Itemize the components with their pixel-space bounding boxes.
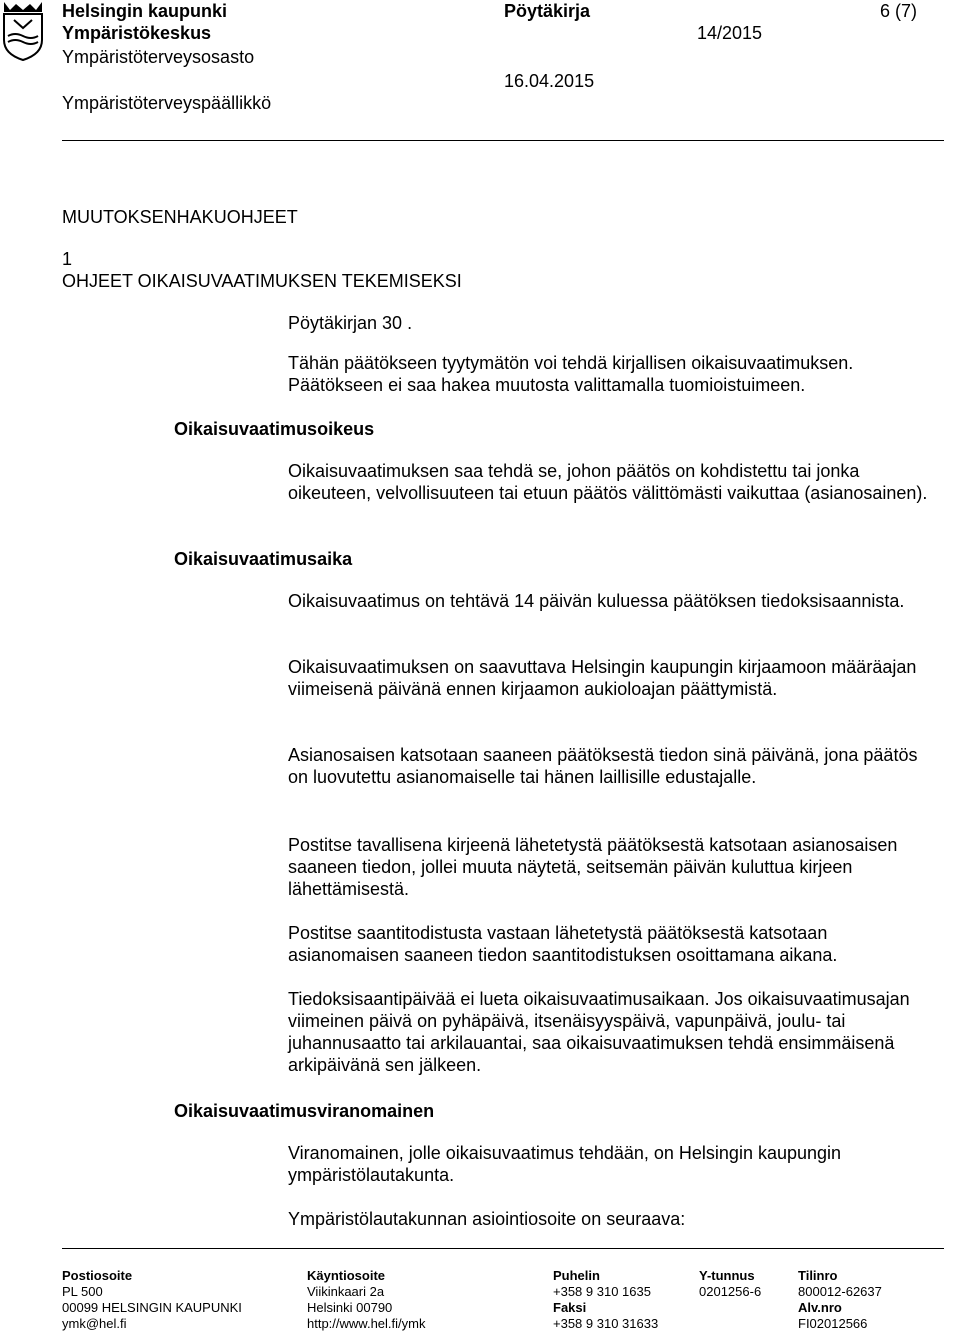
footer-fax-label: Faksi bbox=[553, 1300, 587, 1315]
header-role: Ympäristöterveyspäällikkö bbox=[62, 93, 272, 113]
footer-account-label: Tilinro bbox=[798, 1268, 838, 1283]
footer-vat-value: FI02012566 bbox=[798, 1316, 868, 1331]
footer-visit-label: Käyntiosoite bbox=[307, 1268, 386, 1283]
time-paragraph-5 bbox=[288, 922, 938, 966]
side-heading-appeal-authority: Oikaisuvaatimusviranomainen bbox=[174, 1101, 435, 1121]
footer-phone-label: Puhelin bbox=[553, 1268, 600, 1283]
authority-paragraph-1 bbox=[288, 1142, 938, 1186]
helsinki-crest-logo bbox=[0, 0, 46, 62]
time-paragraph-1 bbox=[288, 590, 938, 612]
header-divider bbox=[62, 140, 944, 141]
time-paragraph-6-text: Tiedoksisaantipäivää ei lueta oikaisuvaatimusaikaan. Jos oikaisuvaatimusajan viimeinen päivä on pyhäpäivä, itsenäisyyspäivä, vapunpäivä, joulu- tai juhannusaatto tai arkilauantai, saa oikaisuvaatimuksen tehdä ensimmäisenä arkipäivänä sen jälkeen. bbox=[288, 989, 910, 1075]
footer-phone-value: +358 9 310 1635 bbox=[553, 1284, 651, 1299]
authority-paragraph-1-text: Viranomainen, jolle oikaisuvaatimus tehdään, on Helsingin kaupungin ympäristölautakunta. bbox=[288, 1143, 842, 1185]
authority-paragraph-2-text: Ympäristölautakunnan asiointiosoite on seuraava: bbox=[288, 1209, 686, 1229]
intro-paragraph-text: Tähän päätökseen tyytymätön voi tehdä kirjallisen oikaisuvaatimuksen. Päätökseen ei saa hakea muutosta valittamalla tuomioistuimeen. bbox=[288, 353, 854, 395]
right-paragraph-text: Oikaisuvaatimuksen saa tehdä se, johon päätös on kohdistettu tai jonka oikeuteen, velvollisuuteen tai etuun päätös välittömästi vaikuttaa (asianosainen). bbox=[288, 461, 928, 503]
time-paragraph-2-text: Oikaisuvaatimuksen on saavuttava Helsingin kaupungin kirjaamoon määräajan viimeisenä päivänä ennen kirjaamon aukioloajan päättymistä. bbox=[288, 657, 917, 699]
header-department: Ympäristökeskus bbox=[62, 23, 212, 43]
footer-postal-label: Postiosoite bbox=[62, 1268, 133, 1283]
time-paragraph-2 bbox=[288, 656, 938, 700]
header-org: Helsingin kaupunki bbox=[62, 1, 228, 21]
footer-postal-line2: 00099 HELSINGIN KAUPUNKI bbox=[62, 1300, 242, 1315]
time-paragraph-4-text: Postitse tavallisena kirjeenä lähetetystä päätöksestä katsotaan asianosaisen saaneen tiedon, jollei muuta näytetä, seitsemän päivän kuluttua kirjeen lähettämisestä. bbox=[288, 835, 898, 899]
footer-website-link[interactable]: http://www.hel.fi/ymk bbox=[307, 1316, 426, 1331]
time-paragraph-5-text: Postitse saantitodistusta vastaan lähetetystä päätöksestä katsotaan asianomaisen saaneen tiedon saantitodistuksen osoittamana aikana. bbox=[288, 923, 838, 965]
authority-paragraph-2 bbox=[288, 1208, 938, 1230]
intro-paragraph bbox=[288, 352, 938, 396]
header-date: 16.04.2015 bbox=[504, 71, 595, 91]
footer-fax-value: +358 9 310 31633 bbox=[553, 1316, 659, 1331]
footer-visit-line1: Viikinkaari 2a bbox=[307, 1284, 385, 1299]
right-paragraph bbox=[288, 460, 938, 504]
footer-business-id-value: 0201256-6 bbox=[699, 1284, 762, 1299]
time-paragraph-1-text: Oikaisuvaatimus on tehtävä 14 päivän kuluessa päätöksen tiedoksisaannista. bbox=[288, 591, 905, 611]
header-doc-type: Pöytäkirja bbox=[504, 1, 591, 21]
document-heading: MUUTOKSENHAKUOHJEET bbox=[62, 207, 298, 227]
time-paragraph-4 bbox=[288, 834, 938, 900]
intro-line: Pöytäkirjan 30 . bbox=[288, 313, 413, 333]
footer-visit-line2: Helsinki 00790 bbox=[307, 1300, 393, 1315]
footer-divider bbox=[62, 1248, 944, 1249]
footer-account-value: 800012-62637 bbox=[798, 1284, 882, 1299]
section-title: OHJEET OIKAISUVAATIMUKSEN TEKEMISEKSI bbox=[62, 271, 462, 291]
header-doc-number: 14/2015 bbox=[697, 23, 763, 43]
time-paragraph-6 bbox=[288, 988, 938, 1076]
time-paragraph-3 bbox=[288, 744, 938, 788]
header-unit: Ympäristöterveysosasto bbox=[62, 47, 255, 67]
footer-email[interactable]: ymk@hel.fi bbox=[62, 1316, 127, 1331]
time-paragraph-3-text: Asianosaisen katsotaan saaneen päätöksestä tiedon sinä päivänä, jona päätös on luovutettu asianomaiselle tai hänen laillisille edustajalle. bbox=[288, 745, 918, 787]
footer-postal-line1: PL 500 bbox=[62, 1284, 103, 1299]
footer-business-id-label: Y-tunnus bbox=[699, 1268, 755, 1283]
side-heading-appeal-period: Oikaisuvaatimusaika bbox=[174, 549, 353, 569]
footer-vat-label: Alv.nro bbox=[798, 1300, 842, 1315]
side-heading-right-to-appeal: Oikaisuvaatimusoikeus bbox=[174, 419, 375, 439]
header-page-number: 6 (7) bbox=[880, 1, 918, 21]
section-number: 1 bbox=[62, 249, 73, 269]
